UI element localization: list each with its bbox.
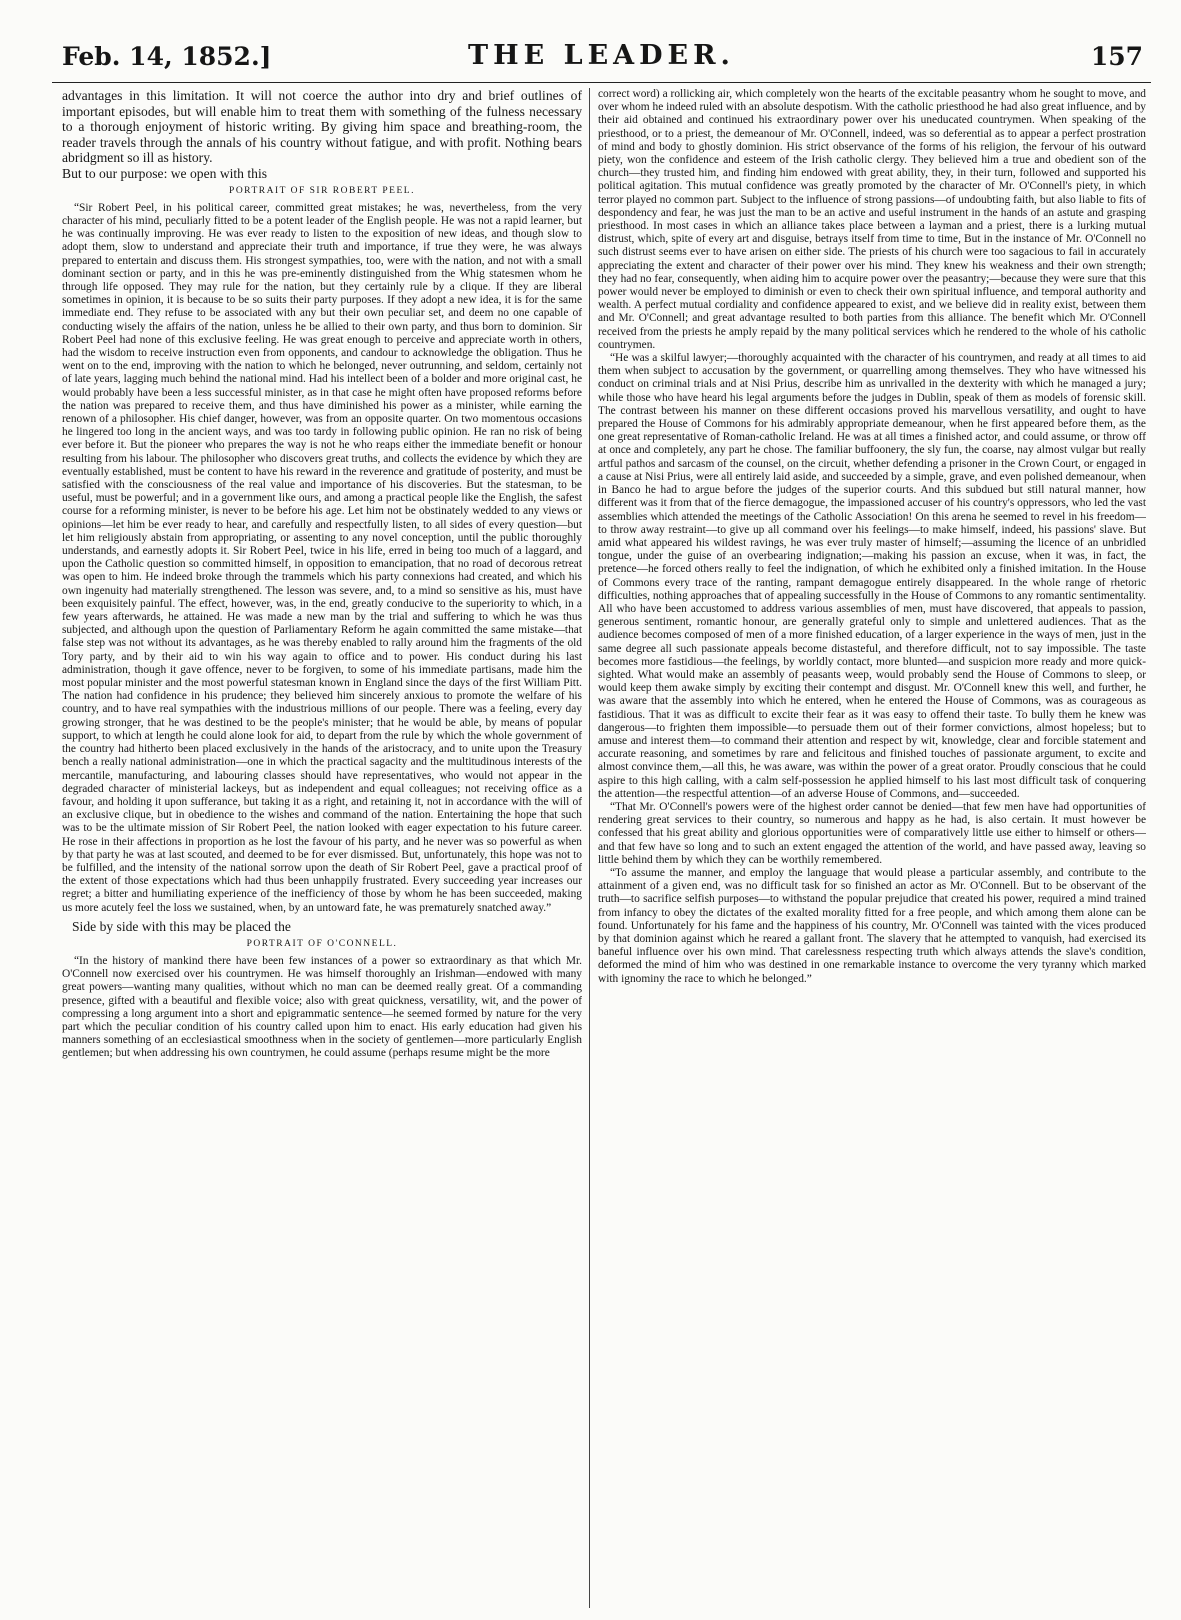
peel-portrait-heading: PORTRAIT OF SIR ROBERT PEEL. <box>229 185 415 196</box>
oconnell-lawyer-paragraph: “He was a skilful lawyer;—thoroughly acquainted with the character of his countrymen, and ready at all times to aid them when subject to accusation by the government, or quarrelling among themselves. They who have witnessed his conduct on criminal trials and at Nisi Prius, describe him as unrivalled in the dexterity with which he managed a jury; while those who have heard his legal arguments before the judges in Dublin, speak of them as models of forensic skill. The contrast between his manner on these different occasions proved his marvellous versatility, and ought to have prepared the House of Commons for his admirably appropriate demeanour, when he first appeared before them, as the one great representative of Roman-catholic Ireland. He was at all times a finished actor, and could assume, or throw off at once and completely, any part he chose. The familiar buffoonery, the sly fun, the coarse, nay almost vulgar but really artful pathos and sarcasm of the counsel, on the circuit, whether defending a prisoner in the Crown Court, or engaged in a cause at Nisi Prius, were all entirely laid aside, and succeeded by a simple, grave, and even polished demeanour, when in Banco he had to argue before the judges of the superior courts. And this subdued but still natural manner, how different was it from that of the fierce demagogue, the impassioned accuser of his country's oppressors, who led the vast assemblies which attended the meetings of the Catholic Association! On this arena he seemed to revel in his freedom—to throw away restraint—to give up all command over his feelings—to make himself, indeed, his passions' slave. But amid what appeared his wildest ravings, he was ever truly master of himself;—assuming the licence of an unbridled tongue, under the guise of an overbearing indignation;—making his passion an excuse, when it was, in fact, the pretence—he forced others really to feel the indignation, of which he exhibited only a finished imitation. In the House of Commons every trace of the ranting, rampant demagogue entirely disappeared. In the whole range of rhetoric difficulties, nothing approaches that of appealing successfully in the House of Commons to any romantic sentimentality. All who have been accustomed to address various assemblies of men, must have discovered, that appeals to passion, generous sentiment, romantic honour, are generally grateful only to simple and unlettered audiences. That as the audience becomes composed of men of a more finished education, of a larger experience in the ways of men, just in the same degree all such passionate appeals become distasteful, and therefore difficult, not to say impossible. The taste becomes more fastidious—the feelings, by worldly contact, more blunted—and suspicion more ready and more quick-sighted. What would make an assembly of peasants weep, would probably send the House of Commons to sleep, or would keep them awake simply by exciting their contempt and disgust. Mr. O'Connell knew this well, and further, he was aware that the assembly into which he entered, when he entered the House of Commons, was as courageous as fastidious. That it was as difficult to excite their fear as it was easy to offend their taste. To bully them he knew was dangerous—to frighten them impossible—to persuade them out of their former convictions, almost hopeless; but to amuse and interest them—to command their attention and respect by wit, knowledge, clear and forcible statement and accurate reasoning, and sometimes by rare and felicitous and finished touches of passionate argument, to excite and almost convince them,—all this, he was aware, was within the power of a great orator. Proudly conscious that he could aspire to this high calling, with a calm self-possession he applied himself to his last most difficult task of conquering the attention—the respectful attention—of an adverse House of Commons, and—succeeded. <box>598 352 1146 800</box>
oconnell-portrait-heading: PORTRAIT OF O'CONNELL. <box>246 938 398 949</box>
column-divider <box>589 88 590 1608</box>
left-column <box>62 88 582 1618</box>
intro-paragraph: advantages in this limitation. It will not coerce the author into dry and brief outlines of important episodes, but will enable him to treat them with something of the fulness necessary to a thorough enjoyment of historic writing. By giving him space and breathing-room, the reader travels through the annals of his country without fatigue, and with profit. Nothing bears abridgment so ill as history. <box>62 88 582 166</box>
newspaper-title: THE LEADER. <box>468 40 735 71</box>
oconnell-portrait-text: “In the history of mankind there have been few instances of a power so extraordinary as that which Mr. O'Connell now exercised over his countrymen. He was himself thoroughly an Irishman—endowed with many great powers—wanting many qualities, without which no man can be deemed really great. Of a commanding presence, gifted with a beautiful and flexible voice; also with great quickness, versatility, wit, and the power of compressing a long argument into a short and epigrammatic sentence—he seemed formed by nature for the very part which the peculiar condition of his country called upon him to enact. His early education had given his manners something of an ecclesiastical smoothness when in the society of gentlemen—more particularly English gentlemen; but when addressing his own countrymen, he could assume (perhaps resume might be the more <box>62 954 582 1060</box>
oconnell-continued-paragraph: correct word) a rollicking air, which completely won the hearts of the excitable peasantry whom he sought to move, and over whom he indeed ruled with an absolute despotism. With the catholic priesthood he had also great influence, and by their aid obtained and continued his extraordinary power over his uneducated countrymen. When speaking of the priesthood, or to a priest, the demeanour of Mr. O'Connell, indeed, was so deferential as to appear a perfect prostration of mind and body to ghostly dominion. His strict observance of the forms of his religion, the fervour of his outward piety, won the confidence and esteem of the Irish catholic clergy. They believed him a true and obedient son of the church—they trusted him, and finding him endowed with great ability, they, in their turn, followed and supported his political agitation. This mutual confidence was greatly promoted by the character of Mr. O'Connell's piety, in which terror played no common part. Subject to the influence of strong passions—of undoubting faith, but also liable to fits of despondency and fear, he was just the man to be an active and useful instrument in the hands of an astute and grasping priesthood. In most cases in which an alliance takes place between a layman and a priest, there is a lurking mutual distrust, which, spite of every art and disguise, betrays itself from time to time, But in the instance of Mr. O'Connell no such distrust seems ever to have arisen on either side. The priests of his church were too sagacious to fail in accurately appreciating the extent and character of their power over his mind. They knew his weakness and their own strength; they had no fear, consequently, when aiding him to acquire power over the peasantry;—because they were sure that this power would never be employed to diminish or even to check their own spiritual influence, and temporal authority and wealth. A perfect mutual cordiality and confidence appeared to exist, and we believe did in reality exist, between them and Mr. O'Connell; and great advantage resulted to both parties from this alliance. The benefit which Mr. O'Connell received from the priests he amply repaid by the many political services which he rendered to the whole of his catholic countrymen. <box>598 88 1146 351</box>
peel-portrait-text: “Sir Robert Peel, in his political career, committed great mistakes; he was, nevertheless, from the very character of his mind, peculiarly fitted to be a potent leader of the English people. He was not a rapid learner, but he was continually improving. He was ever ready to listen to the exposition of new ideas, and though slow to adopt them, slow to understand and appreciate their truth and importance, if true they were, he was always prepared to entertain and discuss them. His strongest sympathies, too, were with the nation, and not with a small dominant section or party, and in this he was pre-eminently distinguished from the Whig statesmen whom he through life opposed. They may rule for the nation, but they certainly rule by a clique. If they are liberal sometimes in opinion, it is because to be so suits their party purposes. If they adopt a new idea, it is for the same immediate end. They refuse to be associated with any but their own peculiar set, and deem no one capable of conducting wisely the affairs of the nation, unless he be allied to their own party, and thus born to dominion. Sir Robert Peel had none of this exclusive feeling. He was great enough to perceive and appreciate worth in others, had the wisdom to receive instruction even from opponents, and candour to acknowledge the obligation. Thus he went on to the end, improving with the nation to which he belonged, never outrunning, and seldom, certainly not of late years, lagging much behind the national mind. Had his intellect been of a bolder and more original cast, he would probably have been a less successful minister, as in that case he might often have proposed reforms before the nation was prepared to receive them, and thus have diminished his power as a minister, while earning the renown of a philosopher. His chief danger, however, was from an opposite quarter. On two momentous occasions he lingered too long in the ancient ways, and was too tardy in following public opinion. He ran no risk of being ever before it. But the pioneer who prepares the way is not he who reaps either the immediate benefit or honour resulting from his labour. The philosopher who discovers great truths, and collects the evidence by which they are eventually established, must be content to have his reward in the reverence and gratitude of posterity, and must be satisfied with the consciousness of the real value and importance of his discoveries. But the statesman, to be useful, must be powerful; and in a government like ours, and among a practical people like the English, the safest course for a reforming minister, is never to be before his age. Let him not be obstinately wedded to any views or opinions—let him be ever ready to hear, and carefully and respectfully listen, to all sides of every question—but let him religiously abstain from appropriating, or assenting to any novel conception, until the public thoroughly understands, and earnestly adopts it. Sir Robert Peel, twice in his life, erred in being too much of a laggard, and upon the Catholic question so committed himself, in opposition to emancipation, that no road of decorous retreat was open to him. He indeed broke through the trammels which his party connexions had created, and which his own ingenuity had materially strengthened. The lesson was severe, and, to a mind so sensitive as his, must have been exquisitely painful. The effect, however, was, in the end, greatly conducive to the superiority to which, in a few years afterwards, he attained. He was made a new man by the trial and suffering to which he was thus subjected, and although upon the question of Parliamentary Reform he again committed the same mistake—that false step was not without its advantages, as he was thereby enabled to rally around him the fragments of the old Tory party, and by their aid to win his way again to office and to power. His conduct during his last administration, though it gave offence, never to be forgiven, to some of his immediate partisans, made him the most popular minister and the most powerful statesman known in England since the days of the first William Pitt. The nation had confidence in his prudence; they believed him sincerely anxious to promote the welfare of his country, and to have real sympathies with the industrious millions of our people. There was a feeling, every day growing stronger, that he was destined to be the people's minister; that he would be able, by means of popular support, to which at length he could alone look for aid, to depart from the rule by which the whole government of the country had hitherto been placed exclusively in the hands of the aristocracy, and to unite upon the Treasury bench a really national administration—one in which the practical sagacity and the multitudinous interests of the mercantile, manufacturing, and labouring classes should have representatives, who would not appear in the degraded character of ministerial lackeys, but as independent and equal colleagues; not receiving office as a favour, and holding it upon sufferance, but taking it as a right, and retaining it, not in accordance with the will of an exclusive clique, but in obedience to the wishes and command of the nation. Entertaining the hope that such was to be the ultimate mission of Sir Robert Peel, the nation looked with eager expectation to his future career. He rose in their affections in proportion as he lost the favour of his party, and he never was so powerful as when by that party he was at last scouted, and deemed to be for ever dismissed. But, unfortunately, this hope was not to be fulfilled, and the intensity of the national sorrow upon the death of Sir Robert Peel, gave a practical proof of the extent of those expectations which had thus been unhappily frustrated. Every succeeding year increases our regret; a bitter and humiliating experience of the inefficiency of those by whom he has been succeeded, making us more acutely feel the loss we sustained, when, by an untoward fate, he was prematurely snatched away.” <box>62 201 582 914</box>
oconnell-powers-paragraph: “That Mr. O'Connell's powers were of the highest order cannot be denied—that few men have had opportunities of rendering great services to their country, so numerous and happy as he had, is also certain. It must however be confessed that his great ability and glorious opportunities were of comparatively little use either to himself or others—and that few have so long and to such an extent engaged the attention of the world, and have passed away, leaving so little behind them by which they can be worthily remembered. <box>598 800 1146 866</box>
issue-date: Feb. 14, 1852.] <box>62 42 272 71</box>
right-column <box>598 88 1146 1618</box>
masthead <box>52 40 1151 76</box>
intro-lead-in: But to our purpose: we open with this <box>62 165 268 181</box>
page-number: 157 <box>1090 42 1143 71</box>
oconnell-conclusion-paragraph: “To assume the manner, and employ the language that would please a particular assembly, and contribute to the attainment of a given end, was no difficult task for so finished an actor as Mr. O'Connell. But to be observant of the truth—to sacrifice selfish purposes—to withstand the popular prejudice that created his power, required a mind trained from infancy to obey the dictates of the exalted morality fitted for a free people, and which among them alone can be found. Unfortunately for his fame and the happiness of his country, Mr. O'Connell was tainted with the vices produced by that dominion against which he reared a gallant front. The slavery that he attempted to vanquish, had exercised its baneful influence over his own mind. That carelessness respecting truth which always attends the slave's condition, deformed the mind of him who was destined in one remarkable instance to overcome the very tyranny which marked with ignominy the race to which he belonged.” <box>598 866 1146 985</box>
side-by-side-lead-in: Side by side with this may be placed the <box>72 918 291 934</box>
masthead-rule <box>52 82 1151 83</box>
